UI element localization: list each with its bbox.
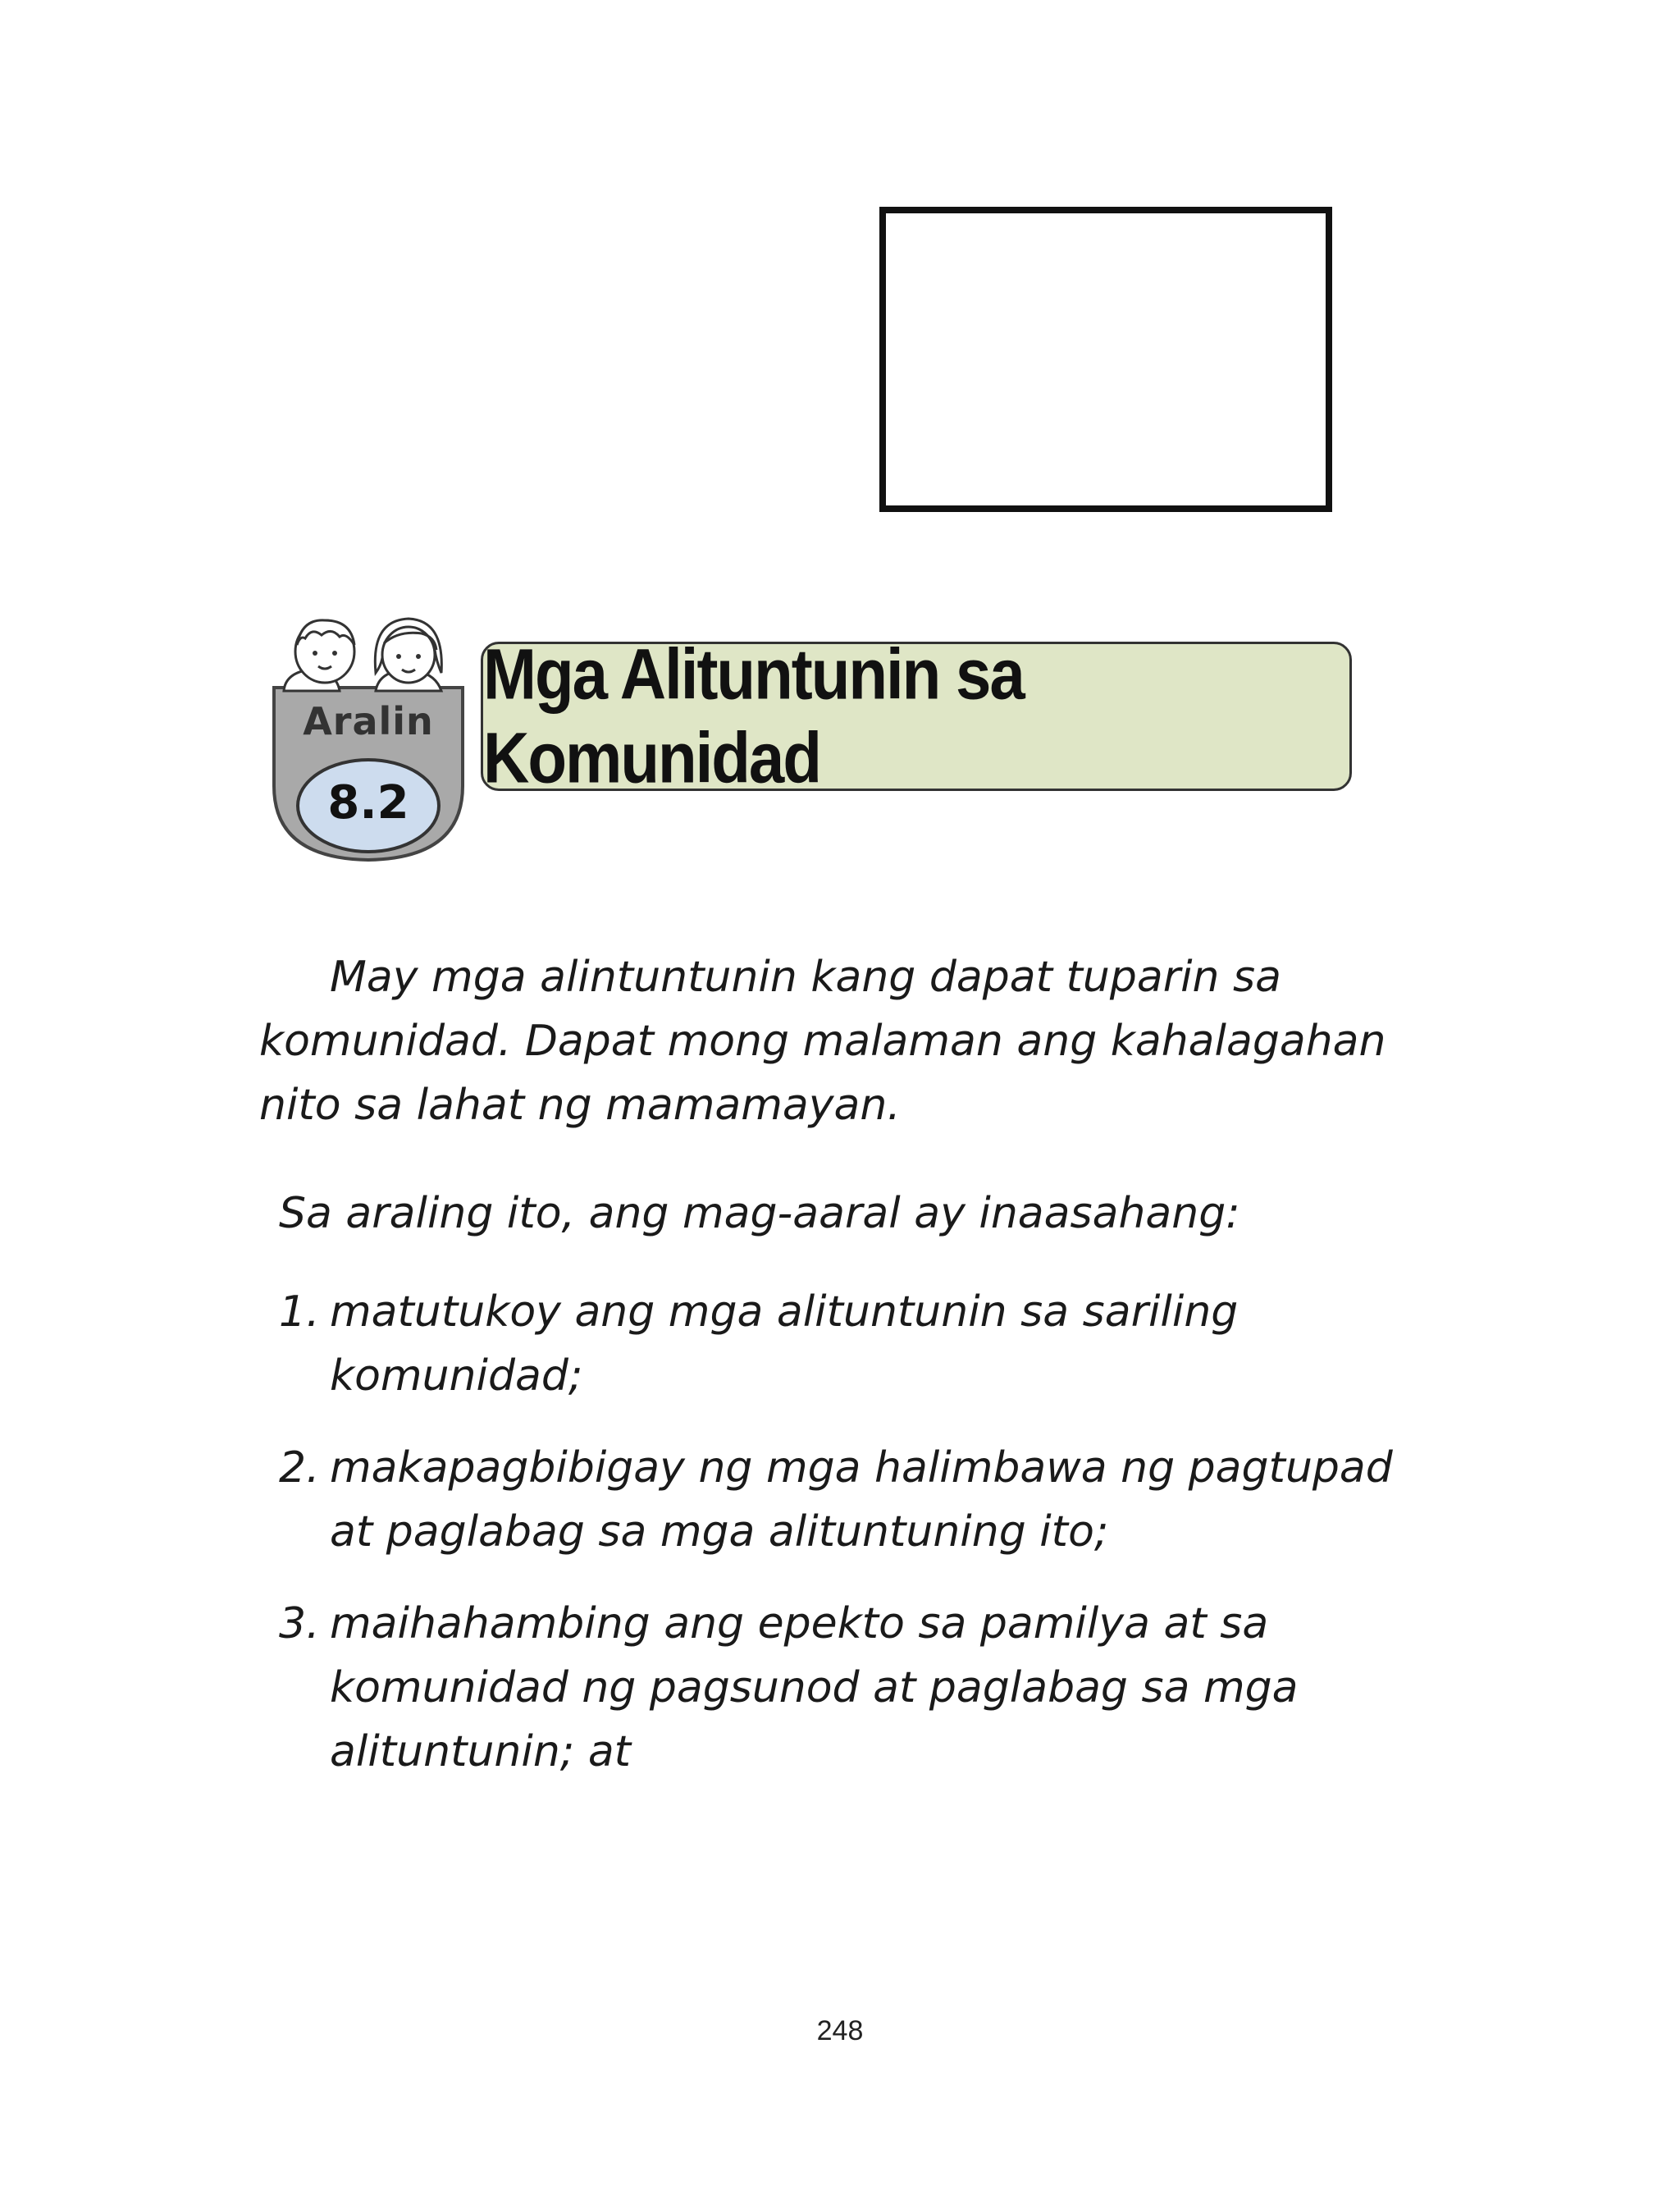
- objectives-lead: Sa araling ito, ang mag-aaral ay inaasahang:: [279, 1189, 1240, 1238]
- objective-number: 2.: [279, 1443, 320, 1493]
- blank-frame: [879, 207, 1332, 512]
- objectives-list: [279, 1280, 1403, 1812]
- boy-icon: [284, 620, 354, 691]
- badge-label: Aralin: [303, 699, 434, 743]
- objective-text: matutukoy ang mga alituntunin sa sariling komunidad;: [330, 1287, 1239, 1401]
- page-number: 248: [816, 2015, 864, 2046]
- objective-text: makapagbibigay ng mga halimbawa ng pagtupad at paglabag sa mga alituntuning ito;: [330, 1443, 1393, 1557]
- lesson-title-banner: [481, 633, 1352, 798]
- objective-item: [279, 1592, 1403, 1784]
- lesson-title: Mga Alituntunin sa Komunidad: [483, 633, 1024, 798]
- girl-icon: [375, 619, 441, 691]
- objective-number: 1.: [279, 1287, 320, 1337]
- lesson-badge: [267, 612, 469, 863]
- lesson-number: 8.2: [327, 776, 409, 830]
- objective-item: [279, 1280, 1403, 1408]
- objective-text: maihahambing ang epekto sa pamilya at sa komunidad ng pagsunod at paglabag sa mga alituntunin; at: [330, 1599, 1299, 1776]
- objective-item: [279, 1436, 1403, 1564]
- objective-number: 3.: [279, 1599, 320, 1648]
- intro-paragraph: May mga alintuntunin kang dapat tuparin sa komunidad. Dapat mong malaman ang kahalagahan nito sa lahat ng mamamayan.: [259, 953, 1386, 1130]
